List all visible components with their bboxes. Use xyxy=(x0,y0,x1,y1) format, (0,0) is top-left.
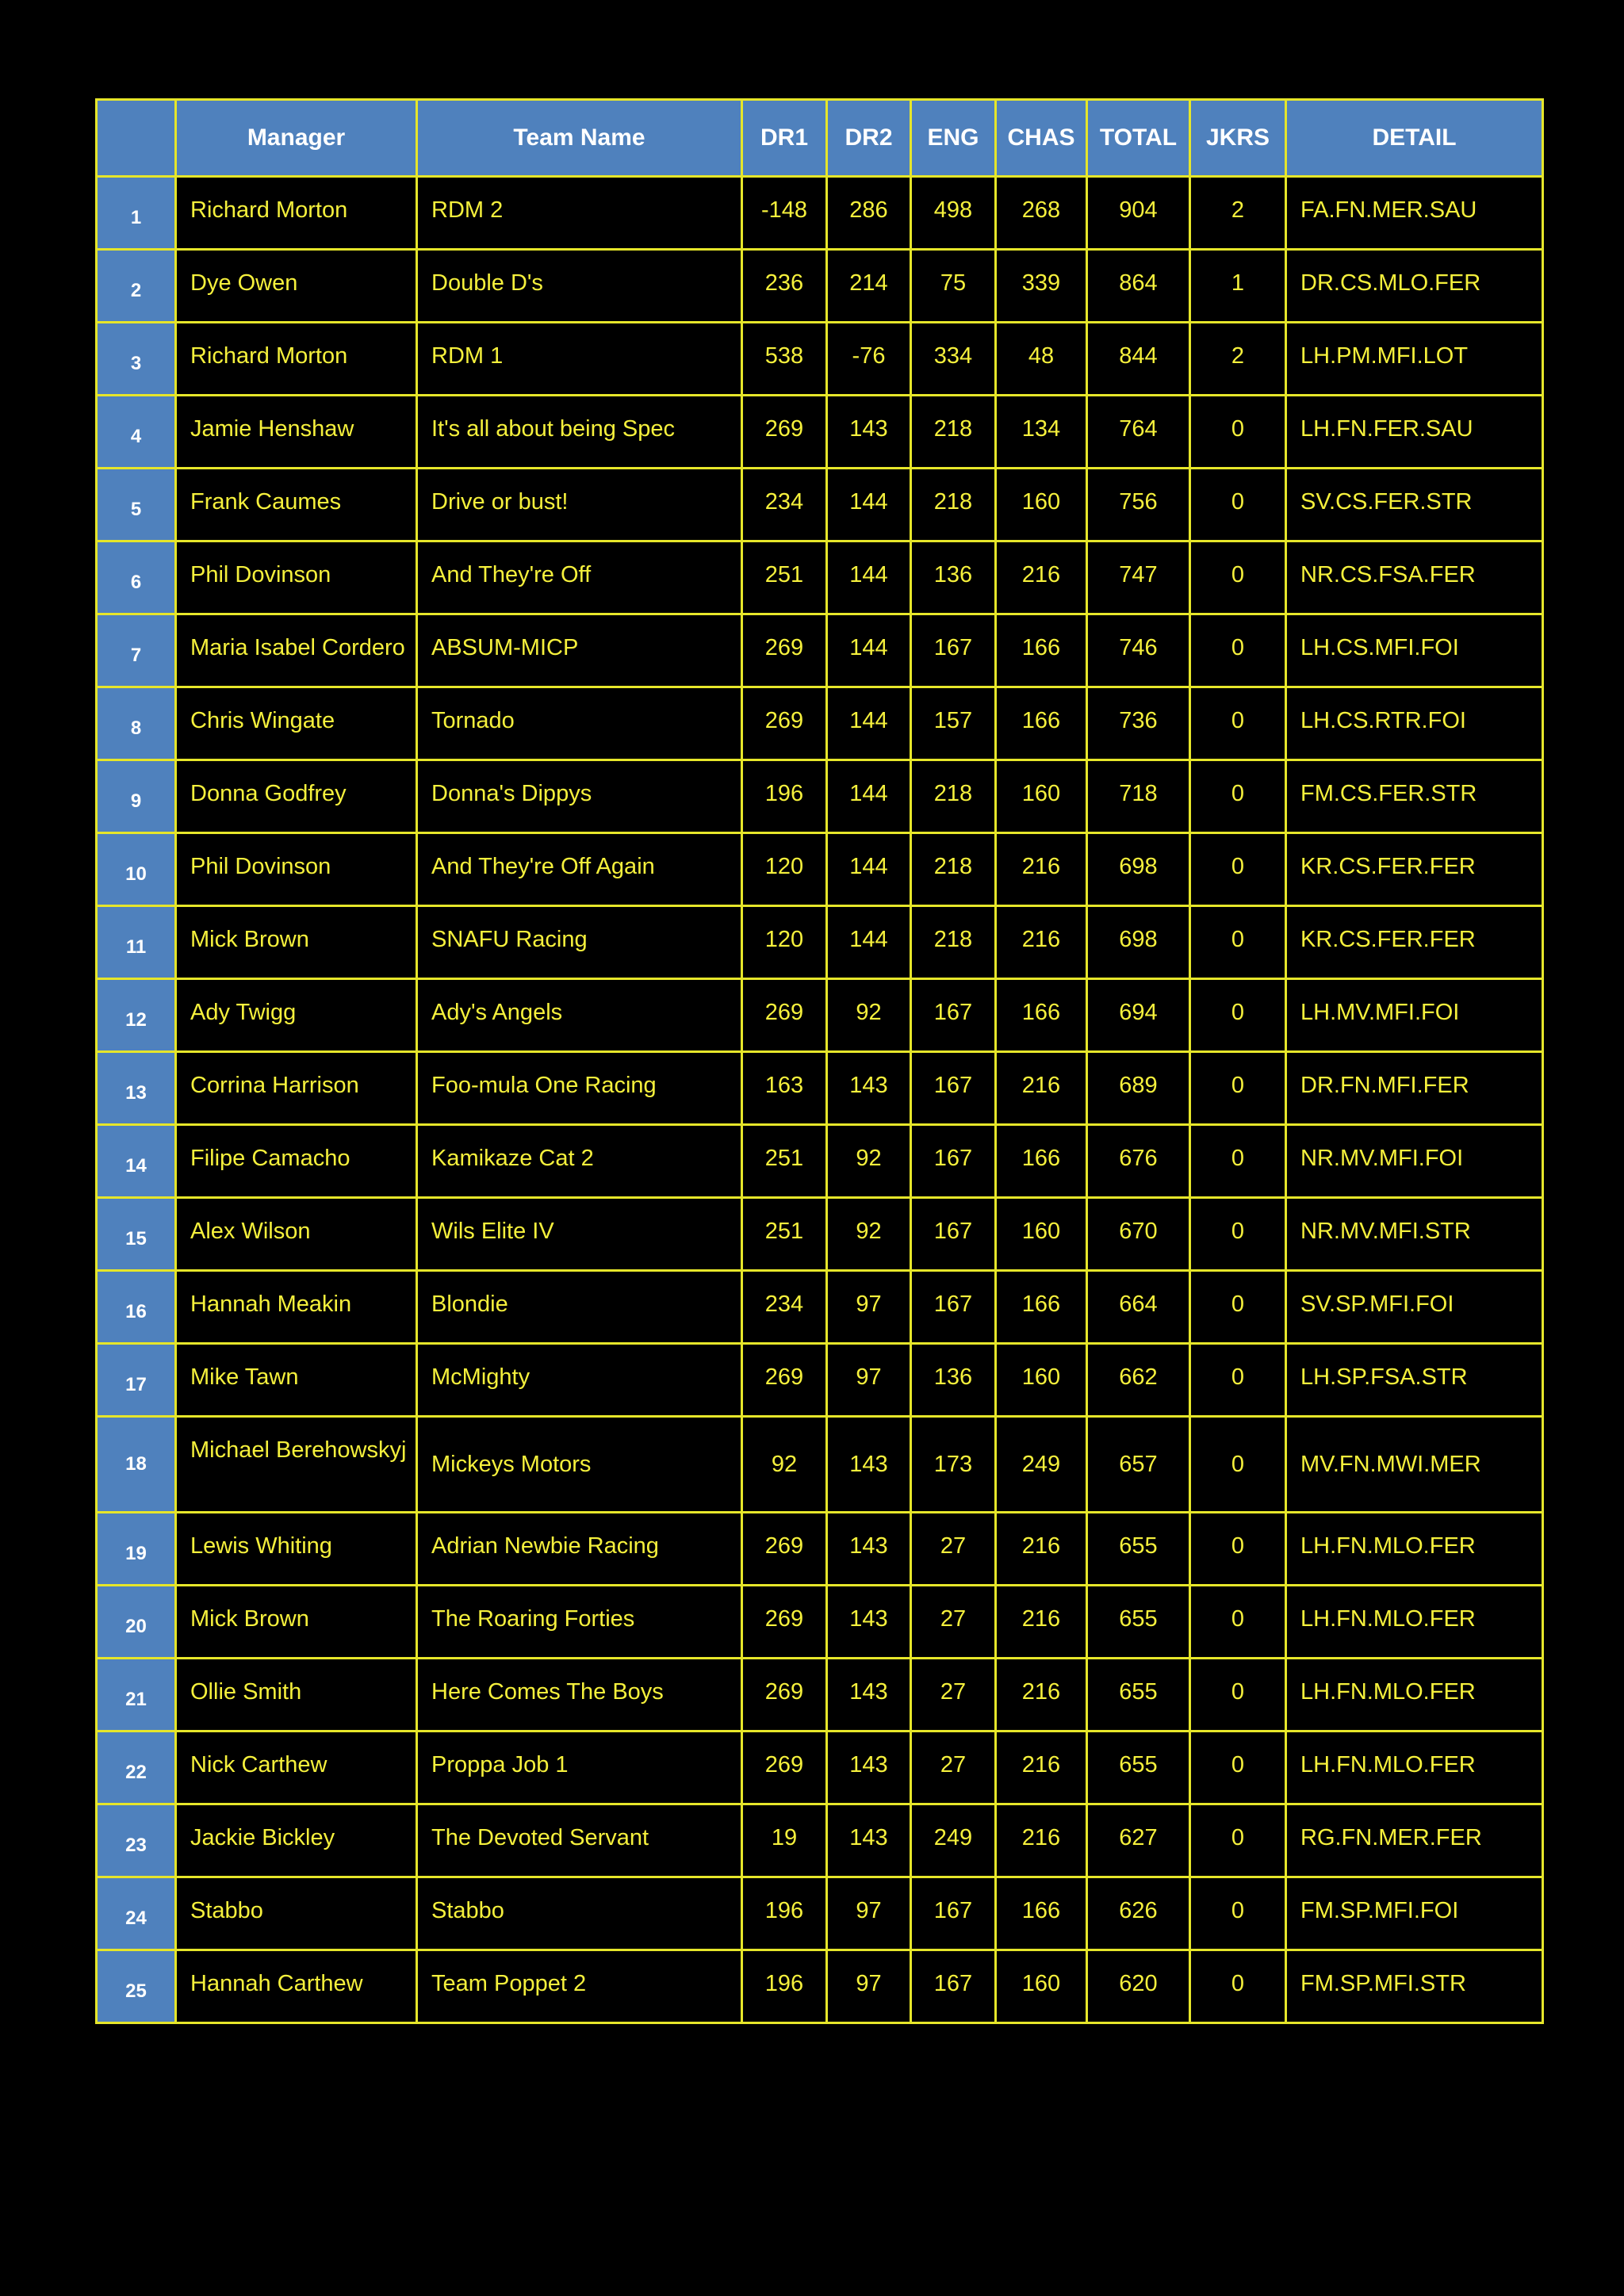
rank-cell: 17 xyxy=(97,1344,176,1417)
chas-cell: 339 xyxy=(996,250,1087,323)
detail-cell: NR.MV.MFI.STR xyxy=(1286,1198,1543,1271)
chas-cell: 216 xyxy=(996,1732,1087,1804)
rank-header xyxy=(97,100,176,177)
total-cell: 626 xyxy=(1087,1877,1190,1950)
jkrs-cell: 0 xyxy=(1190,541,1286,614)
table-row xyxy=(97,833,1543,906)
dr1-cell: 196 xyxy=(742,1950,827,2023)
dr1-cell: 269 xyxy=(742,1732,827,1804)
jkrs-cell: 0 xyxy=(1190,1417,1286,1513)
rank-cell: 1 xyxy=(97,177,176,250)
chas-cell: 160 xyxy=(996,469,1087,541)
table-row xyxy=(97,1417,1543,1513)
rank-cell: 19 xyxy=(97,1513,176,1586)
dr2-cell: 144 xyxy=(827,833,911,906)
total-cell: 657 xyxy=(1087,1417,1190,1513)
table-row xyxy=(97,979,1543,1052)
total-cell: 756 xyxy=(1087,469,1190,541)
dr2-cell: 92 xyxy=(827,979,911,1052)
jkrs-cell: 0 xyxy=(1190,1271,1286,1344)
dr2-cell: 143 xyxy=(827,1804,911,1877)
chas-cell: 134 xyxy=(996,396,1087,469)
table-row xyxy=(97,1052,1543,1125)
team-name-cell: Foo-mula One Racing xyxy=(417,1052,742,1125)
chas-cell: 216 xyxy=(996,906,1087,979)
team-name-cell: Team Poppet 2 xyxy=(417,1950,742,2023)
total-cell: 698 xyxy=(1087,833,1190,906)
team-name-cell: RDM 2 xyxy=(417,177,742,250)
eng-cell: 167 xyxy=(911,614,996,687)
eng-cell: 27 xyxy=(911,1732,996,1804)
jkrs-cell: 0 xyxy=(1190,614,1286,687)
table-row xyxy=(97,1344,1543,1417)
detail-cell: LH.FN.FER.SAU xyxy=(1286,396,1543,469)
dr2-cell: 144 xyxy=(827,541,911,614)
jkrs-header: JKRS xyxy=(1190,100,1286,177)
rank-cell: 22 xyxy=(97,1732,176,1804)
team-name-cell: Stabbo xyxy=(417,1877,742,1950)
eng-cell: 167 xyxy=(911,979,996,1052)
table-row xyxy=(97,396,1543,469)
total-cell: 764 xyxy=(1087,396,1190,469)
total-cell: 698 xyxy=(1087,906,1190,979)
total-cell: 746 xyxy=(1087,614,1190,687)
total-cell: 747 xyxy=(1087,541,1190,614)
dr2-cell: 97 xyxy=(827,1344,911,1417)
dr1-cell: 269 xyxy=(742,979,827,1052)
detail-cell: LH.CS.RTR.FOI xyxy=(1286,687,1543,760)
rank-cell: 3 xyxy=(97,323,176,396)
chas-cell: 166 xyxy=(996,614,1087,687)
total-cell: 620 xyxy=(1087,1950,1190,2023)
chas-cell: 166 xyxy=(996,979,1087,1052)
team-name-header: Team Name xyxy=(417,100,742,177)
manager-header: Manager xyxy=(176,100,417,177)
chas-cell: 166 xyxy=(996,1877,1087,1950)
manager-cell: Ollie Smith xyxy=(176,1659,417,1732)
dr1-cell: 196 xyxy=(742,1877,827,1950)
table-row xyxy=(97,1877,1543,1950)
detail-cell: KR.CS.FER.FER xyxy=(1286,906,1543,979)
chas-cell: 216 xyxy=(996,833,1087,906)
dr2-cell: 97 xyxy=(827,1950,911,2023)
detail-cell: LH.MV.MFI.FOI xyxy=(1286,979,1543,1052)
manager-cell: Lewis Whiting xyxy=(176,1513,417,1586)
detail-cell: LH.FN.MLO.FER xyxy=(1286,1586,1543,1659)
team-name-cell: Proppa Job 1 xyxy=(417,1732,742,1804)
total-cell: 904 xyxy=(1087,177,1190,250)
eng-cell: 167 xyxy=(911,1950,996,2023)
detail-cell: DR.CS.MLO.FER xyxy=(1286,250,1543,323)
jkrs-cell: 0 xyxy=(1190,979,1286,1052)
eng-cell: 27 xyxy=(911,1513,996,1586)
jkrs-cell: 0 xyxy=(1190,1513,1286,1586)
rank-cell: 2 xyxy=(97,250,176,323)
jkrs-cell: 0 xyxy=(1190,1052,1286,1125)
chas-cell: 216 xyxy=(996,1052,1087,1125)
eng-cell: 218 xyxy=(911,906,996,979)
jkrs-cell: 0 xyxy=(1190,1732,1286,1804)
jkrs-cell: 0 xyxy=(1190,906,1286,979)
chas-cell: 166 xyxy=(996,1271,1087,1344)
detail-cell: LH.FN.MLO.FER xyxy=(1286,1732,1543,1804)
rank-cell: 16 xyxy=(97,1271,176,1344)
eng-cell: 334 xyxy=(911,323,996,396)
eng-cell: 27 xyxy=(911,1586,996,1659)
team-name-cell: Mickeys Motors xyxy=(417,1417,742,1513)
eng-cell: 157 xyxy=(911,687,996,760)
jkrs-cell: 0 xyxy=(1190,1125,1286,1198)
detail-cell: KR.CS.FER.FER xyxy=(1286,833,1543,906)
team-name-cell: And They're Off xyxy=(417,541,742,614)
total-cell: 655 xyxy=(1087,1732,1190,1804)
total-cell: 736 xyxy=(1087,687,1190,760)
total-cell: 718 xyxy=(1087,760,1190,833)
manager-cell: Mick Brown xyxy=(176,906,417,979)
dr2-header: DR2 xyxy=(827,100,911,177)
table-row xyxy=(97,1513,1543,1586)
jkrs-cell: 0 xyxy=(1190,760,1286,833)
jkrs-cell: 2 xyxy=(1190,177,1286,250)
dr2-cell: 92 xyxy=(827,1198,911,1271)
dr1-cell: 234 xyxy=(742,1271,827,1344)
eng-cell: 218 xyxy=(911,396,996,469)
dr1-cell: 269 xyxy=(742,1344,827,1417)
manager-cell: Hannah Meakin xyxy=(176,1271,417,1344)
jkrs-cell: 0 xyxy=(1190,1198,1286,1271)
team-name-cell: Blondie xyxy=(417,1271,742,1344)
eng-cell: 218 xyxy=(911,833,996,906)
dr1-cell: 269 xyxy=(742,396,827,469)
dr2-cell: 143 xyxy=(827,1052,911,1125)
manager-cell: Chris Wingate xyxy=(176,687,417,760)
table-row xyxy=(97,760,1543,833)
rank-cell: 4 xyxy=(97,396,176,469)
detail-cell: SV.CS.FER.STR xyxy=(1286,469,1543,541)
detail-cell: NR.CS.FSA.FER xyxy=(1286,541,1543,614)
total-header: TOTAL xyxy=(1087,100,1190,177)
team-name-cell: ABSUM-MICP xyxy=(417,614,742,687)
chas-cell: 160 xyxy=(996,1950,1087,2023)
rank-cell: 8 xyxy=(97,687,176,760)
team-name-cell: RDM 1 xyxy=(417,323,742,396)
jkrs-cell: 0 xyxy=(1190,1950,1286,2023)
jkrs-cell: 0 xyxy=(1190,469,1286,541)
eng-cell: 136 xyxy=(911,1344,996,1417)
jkrs-cell: 0 xyxy=(1190,1877,1286,1950)
dr2-cell: 144 xyxy=(827,760,911,833)
team-name-cell: Kamikaze Cat 2 xyxy=(417,1125,742,1198)
rank-cell: 10 xyxy=(97,833,176,906)
standings-table xyxy=(95,98,1544,2024)
dr2-cell: 143 xyxy=(827,1417,911,1513)
detail-cell: DR.FN.MFI.FER xyxy=(1286,1052,1543,1125)
detail-cell: NR.MV.MFI.FOI xyxy=(1286,1125,1543,1198)
table-row xyxy=(97,250,1543,323)
team-name-cell: Tornado xyxy=(417,687,742,760)
detail-header: DETAIL xyxy=(1286,100,1543,177)
eng-cell: 249 xyxy=(911,1804,996,1877)
dr1-cell: 538 xyxy=(742,323,827,396)
manager-cell: Nick Carthew xyxy=(176,1732,417,1804)
dr1-cell: 19 xyxy=(742,1804,827,1877)
rank-cell: 9 xyxy=(97,760,176,833)
rank-cell: 5 xyxy=(97,469,176,541)
dr1-cell: 251 xyxy=(742,541,827,614)
dr1-cell: 269 xyxy=(742,1659,827,1732)
table-row xyxy=(97,1732,1543,1804)
rank-cell: 12 xyxy=(97,979,176,1052)
total-cell: 655 xyxy=(1087,1513,1190,1586)
team-name-cell: Ady's Angels xyxy=(417,979,742,1052)
eng-cell: 218 xyxy=(911,469,996,541)
rank-cell: 25 xyxy=(97,1950,176,2023)
dr2-cell: 144 xyxy=(827,614,911,687)
total-cell: 844 xyxy=(1087,323,1190,396)
table-row xyxy=(97,1586,1543,1659)
dr2-cell: 143 xyxy=(827,1513,911,1586)
rank-cell: 24 xyxy=(97,1877,176,1950)
manager-cell: Mike Tawn xyxy=(176,1344,417,1417)
detail-cell: FM.SP.MFI.STR xyxy=(1286,1950,1543,2023)
dr1-cell: 251 xyxy=(742,1125,827,1198)
chas-cell: 160 xyxy=(996,1198,1087,1271)
table-row xyxy=(97,323,1543,396)
chas-cell: 160 xyxy=(996,1344,1087,1417)
dr1-cell: 269 xyxy=(742,687,827,760)
jkrs-cell: 0 xyxy=(1190,687,1286,760)
dr1-cell: 251 xyxy=(742,1198,827,1271)
detail-cell: LH.FN.MLO.FER xyxy=(1286,1513,1543,1586)
dr2-cell: 286 xyxy=(827,177,911,250)
chas-cell: 216 xyxy=(996,1513,1087,1586)
chas-cell: 249 xyxy=(996,1417,1087,1513)
rank-cell: 21 xyxy=(97,1659,176,1732)
chas-cell: 48 xyxy=(996,323,1087,396)
manager-cell: Phil Dovinson xyxy=(176,833,417,906)
dr1-cell: 120 xyxy=(742,906,827,979)
eng-cell: 167 xyxy=(911,1198,996,1271)
dr2-cell: 97 xyxy=(827,1877,911,1950)
dr2-cell: 143 xyxy=(827,1586,911,1659)
team-name-cell: And They're Off Again xyxy=(417,833,742,906)
team-name-cell: Drive or bust! xyxy=(417,469,742,541)
eng-cell: 167 xyxy=(911,1271,996,1344)
manager-cell: Hannah Carthew xyxy=(176,1950,417,2023)
table-row xyxy=(97,469,1543,541)
rank-cell: 6 xyxy=(97,541,176,614)
table-row xyxy=(97,177,1543,250)
dr1-cell: 236 xyxy=(742,250,827,323)
eng-cell: 167 xyxy=(911,1052,996,1125)
jkrs-cell: 0 xyxy=(1190,396,1286,469)
dr2-cell: 214 xyxy=(827,250,911,323)
dr1-cell: 196 xyxy=(742,760,827,833)
team-name-cell: Double D's xyxy=(417,250,742,323)
manager-cell: Dye Owen xyxy=(176,250,417,323)
chas-cell: 166 xyxy=(996,687,1087,760)
table-row xyxy=(97,1198,1543,1271)
chas-cell: 216 xyxy=(996,1586,1087,1659)
manager-cell: Maria Isabel Cordero xyxy=(176,614,417,687)
dr1-cell: 163 xyxy=(742,1052,827,1125)
rank-cell: 18 xyxy=(97,1417,176,1513)
dr2-cell: 92 xyxy=(827,1125,911,1198)
chas-header: CHAS xyxy=(996,100,1087,177)
total-cell: 655 xyxy=(1087,1659,1190,1732)
manager-cell: Jamie Henshaw xyxy=(176,396,417,469)
detail-cell: MV.FN.MWI.MER xyxy=(1286,1417,1543,1513)
dr1-cell: 269 xyxy=(742,614,827,687)
rank-cell: 11 xyxy=(97,906,176,979)
header-row xyxy=(97,100,1543,177)
team-name-cell: Here Comes The Boys xyxy=(417,1659,742,1732)
eng-cell: 173 xyxy=(911,1417,996,1513)
manager-cell: Filipe Camacho xyxy=(176,1125,417,1198)
total-cell: 864 xyxy=(1087,250,1190,323)
dr2-cell: 143 xyxy=(827,1659,911,1732)
total-cell: 689 xyxy=(1087,1052,1190,1125)
dr1-cell: 92 xyxy=(742,1417,827,1513)
dr2-cell: 144 xyxy=(827,687,911,760)
eng-cell: 167 xyxy=(911,1125,996,1198)
total-cell: 627 xyxy=(1087,1804,1190,1877)
dr1-cell: 269 xyxy=(742,1586,827,1659)
team-name-cell: McMighty xyxy=(417,1344,742,1417)
detail-cell: FA.FN.MER.SAU xyxy=(1286,177,1543,250)
manager-cell: Corrina Harrison xyxy=(176,1052,417,1125)
manager-cell: Richard Morton xyxy=(176,177,417,250)
table-row xyxy=(97,541,1543,614)
dr1-cell: -148 xyxy=(742,177,827,250)
dr2-cell: 144 xyxy=(827,906,911,979)
manager-cell: Phil Dovinson xyxy=(176,541,417,614)
jkrs-cell: 0 xyxy=(1190,833,1286,906)
detail-cell: LH.CS.MFI.FOI xyxy=(1286,614,1543,687)
manager-cell: Michael Berehowskyj xyxy=(176,1417,417,1513)
total-cell: 676 xyxy=(1087,1125,1190,1198)
team-name-cell: It's all about being Spec xyxy=(417,396,742,469)
table-row xyxy=(97,1125,1543,1198)
team-name-cell: The Roaring Forties xyxy=(417,1586,742,1659)
manager-cell: Donna Godfrey xyxy=(176,760,417,833)
manager-cell: Richard Morton xyxy=(176,323,417,396)
dr1-header: DR1 xyxy=(742,100,827,177)
detail-cell: LH.FN.MLO.FER xyxy=(1286,1659,1543,1732)
manager-cell: Frank Caumes xyxy=(176,469,417,541)
total-cell: 694 xyxy=(1087,979,1190,1052)
team-name-cell: Wils Elite IV xyxy=(417,1198,742,1271)
jkrs-cell: 1 xyxy=(1190,250,1286,323)
table-row xyxy=(97,1271,1543,1344)
rank-cell: 23 xyxy=(97,1804,176,1877)
chas-cell: 268 xyxy=(996,177,1087,250)
chas-cell: 160 xyxy=(996,760,1087,833)
eng-cell: 136 xyxy=(911,541,996,614)
eng-cell: 167 xyxy=(911,1877,996,1950)
table-row xyxy=(97,906,1543,979)
chas-cell: 166 xyxy=(996,1125,1087,1198)
rank-cell: 14 xyxy=(97,1125,176,1198)
table-row xyxy=(97,687,1543,760)
dr1-cell: 269 xyxy=(742,1513,827,1586)
eng-cell: 75 xyxy=(911,250,996,323)
chas-cell: 216 xyxy=(996,1659,1087,1732)
rank-cell: 7 xyxy=(97,614,176,687)
chas-cell: 216 xyxy=(996,1804,1087,1877)
jkrs-cell: 0 xyxy=(1190,1659,1286,1732)
jkrs-cell: 0 xyxy=(1190,1586,1286,1659)
detail-cell: LH.PM.MFI.LOT xyxy=(1286,323,1543,396)
dr1-cell: 120 xyxy=(742,833,827,906)
table-row xyxy=(97,1804,1543,1877)
dr2-cell: 97 xyxy=(827,1271,911,1344)
team-name-cell: Adrian Newbie Racing xyxy=(417,1513,742,1586)
team-name-cell: SNAFU Racing xyxy=(417,906,742,979)
table-body xyxy=(97,177,1543,2023)
total-cell: 662 xyxy=(1087,1344,1190,1417)
total-cell: 664 xyxy=(1087,1271,1190,1344)
table-row xyxy=(97,1659,1543,1732)
dr2-cell: -76 xyxy=(827,323,911,396)
detail-cell: RG.FN.MER.FER xyxy=(1286,1804,1543,1877)
table-row xyxy=(97,1950,1543,2023)
dr1-cell: 234 xyxy=(742,469,827,541)
eng-cell: 218 xyxy=(911,760,996,833)
manager-cell: Stabbo xyxy=(176,1877,417,1950)
dr2-cell: 143 xyxy=(827,1732,911,1804)
manager-cell: Mick Brown xyxy=(176,1586,417,1659)
manager-cell: Alex Wilson xyxy=(176,1198,417,1271)
total-cell: 655 xyxy=(1087,1586,1190,1659)
manager-cell: Ady Twigg xyxy=(176,979,417,1052)
jkrs-cell: 0 xyxy=(1190,1804,1286,1877)
team-name-cell: The Devoted Servant xyxy=(417,1804,742,1877)
table-row xyxy=(97,614,1543,687)
jkrs-cell: 2 xyxy=(1190,323,1286,396)
rank-cell: 20 xyxy=(97,1586,176,1659)
rank-cell: 13 xyxy=(97,1052,176,1125)
detail-cell: SV.SP.MFI.FOI xyxy=(1286,1271,1543,1344)
eng-cell: 498 xyxy=(911,177,996,250)
eng-header: ENG xyxy=(911,100,996,177)
detail-cell: FM.CS.FER.STR xyxy=(1286,760,1543,833)
dr2-cell: 143 xyxy=(827,396,911,469)
total-cell: 670 xyxy=(1087,1198,1190,1271)
dr2-cell: 144 xyxy=(827,469,911,541)
chas-cell: 216 xyxy=(996,541,1087,614)
manager-cell: Jackie Bickley xyxy=(176,1804,417,1877)
jkrs-cell: 0 xyxy=(1190,1344,1286,1417)
team-name-cell: Donna's Dippys xyxy=(417,760,742,833)
rank-cell: 15 xyxy=(97,1198,176,1271)
eng-cell: 27 xyxy=(911,1659,996,1732)
detail-cell: FM.SP.MFI.FOI xyxy=(1286,1877,1543,1950)
detail-cell: LH.SP.FSA.STR xyxy=(1286,1344,1543,1417)
